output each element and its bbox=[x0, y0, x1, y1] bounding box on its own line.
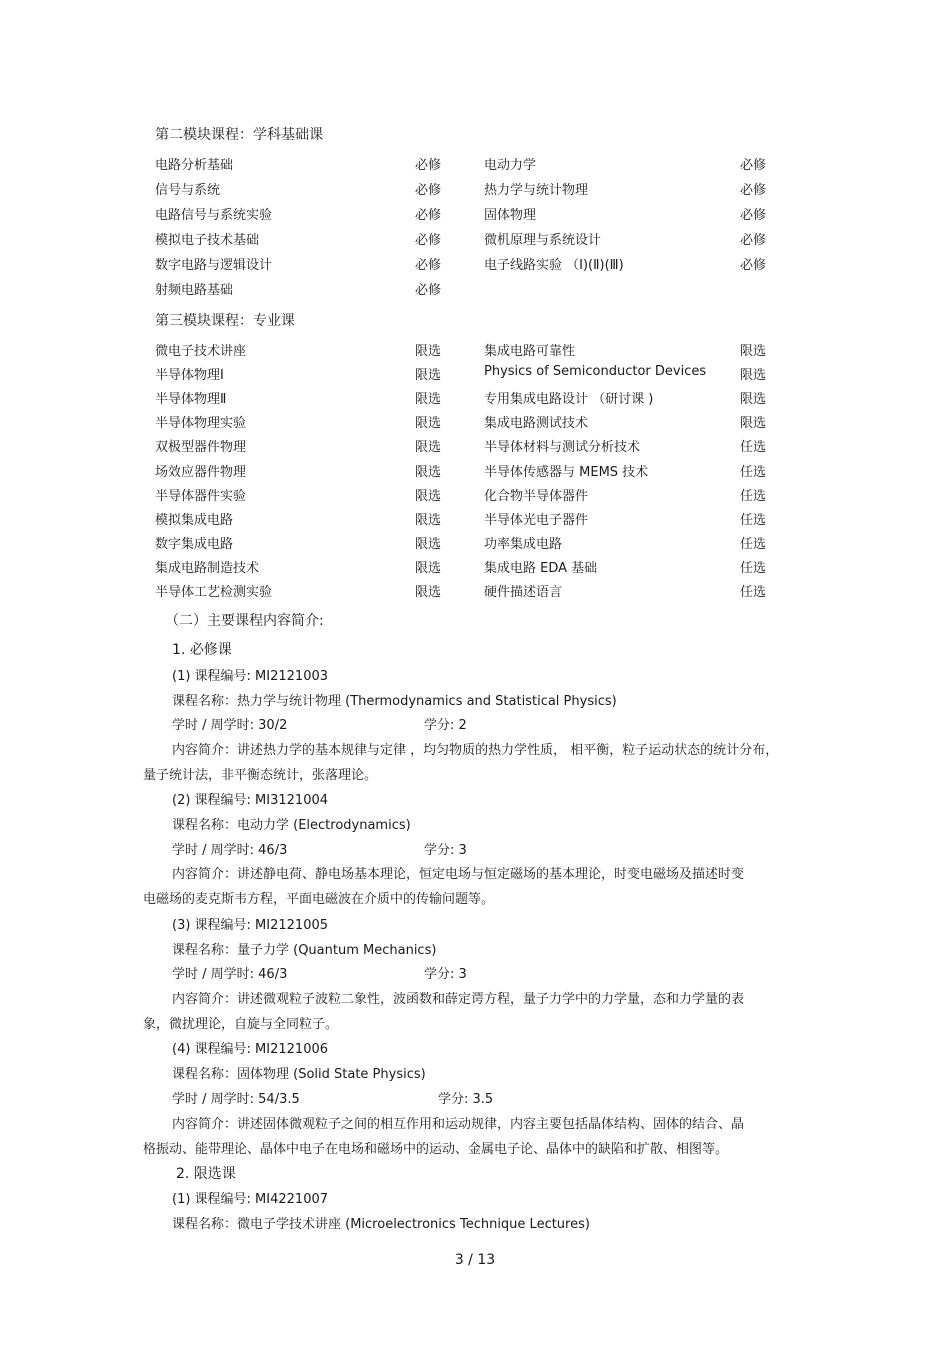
course-description-cont: 电磁场的麦克斯韦方程，平面电磁波在介质中的传输问题等。 bbox=[143, 892, 495, 907]
course-type: 必修 bbox=[740, 208, 767, 223]
course-name: 模拟集成电路 bbox=[155, 512, 234, 528]
course-name: 双极型器件物理 bbox=[155, 440, 247, 456]
course-row bbox=[0, 436, 950, 456]
course-name: 热力学与统计物理 bbox=[484, 183, 589, 198]
course-name: 半导体物理Ⅱ bbox=[155, 392, 227, 408]
course-row bbox=[0, 340, 950, 360]
course-name: 半导体材料与测试分析技术 bbox=[484, 440, 641, 456]
course-type: 必修 bbox=[415, 208, 442, 223]
course-name: 课程名称：量子力学 (Quantum Mechanics) bbox=[172, 943, 437, 958]
course-name: 化合物半导体器件 bbox=[484, 488, 589, 504]
course-description: 内容简介：讲述固体微观粒子之间的相互作用和运动规律，内容主要包括晶体结构、固体的结合、晶 bbox=[172, 1117, 745, 1132]
course-name: 半导体工艺检测实验 bbox=[155, 585, 273, 600]
course-name: 微机原理与系统设计 bbox=[484, 233, 602, 248]
course-description-cont: 格振动、能带理论、晶体中电子在电场和磁场中的运动、金属电子论、晶体中的缺陷和扩散、相图等。 bbox=[143, 1142, 729, 1157]
course-row bbox=[0, 412, 950, 432]
course-type: 必修 bbox=[415, 183, 442, 198]
course-code: (1) 课程编号: MI4221007 bbox=[172, 1192, 329, 1207]
course-type: 限选 bbox=[415, 344, 442, 359]
course-type: 限选 bbox=[740, 392, 767, 408]
module3-title: 第三模块课程：专业课 bbox=[155, 313, 295, 329]
course-row bbox=[0, 279, 950, 299]
course-hours: 学时 / 周学时: 30/2 bbox=[172, 718, 288, 733]
course-name: 电动力学 bbox=[484, 158, 537, 173]
course-name: 半导体器件实验 bbox=[155, 488, 247, 504]
course-name: 课程名称：固体物理 (Solid State Physics) bbox=[172, 1067, 426, 1082]
course-row bbox=[0, 509, 950, 529]
course-name: 射频电路基础 bbox=[155, 283, 234, 298]
course-name: 集成电路可靠性 bbox=[484, 344, 576, 359]
course-credit: 学分: 3 bbox=[424, 843, 467, 858]
course-name: 半导体物理实验 bbox=[155, 416, 247, 432]
course-description: 内容简介：讲述热力学的基本规律与定律 ，均匀物质的热力学性质， 相平衡，粒子运动状态的统计分布， bbox=[172, 743, 779, 758]
course-credit: 学分: 3.5 bbox=[438, 1092, 494, 1107]
course-name: 集成电路制造技术 bbox=[155, 560, 260, 576]
course-name: 硬件描述语言 bbox=[484, 585, 563, 600]
course-row bbox=[0, 388, 950, 408]
intro-heading: （二）主要课程内容简介: bbox=[165, 613, 324, 629]
course-type: 限选 bbox=[415, 536, 442, 552]
page-number: 3 / 13 bbox=[454, 1252, 496, 1268]
course-name: 场效应器件物理 bbox=[155, 464, 247, 480]
elective-heading: 2. 限选课 bbox=[176, 1166, 236, 1182]
course-hours: 学时 / 周学时: 46/3 bbox=[172, 967, 288, 982]
course-type: 任选 bbox=[740, 585, 767, 600]
course-name: 电路信号与系统实验 bbox=[155, 208, 273, 223]
course-description: 内容简介：讲述微观粒子波粒二象性，波函数和薛定谔方程，量子力学中的力学量，态和力学量的表 bbox=[172, 992, 745, 1007]
course-name: 数字集成电路 bbox=[155, 536, 234, 552]
course-hours: 学时 / 周学时: 54/3.5 bbox=[172, 1092, 300, 1107]
course-name: 课程名称：电动力学 (Electrodynamics) bbox=[172, 818, 411, 833]
course-name: 功率集成电路 bbox=[484, 536, 563, 552]
course-type: 任选 bbox=[740, 560, 767, 576]
course-credit: 学分: 2 bbox=[424, 718, 467, 733]
course-name: 电子线路实验 （Ⅰ)(Ⅱ)(Ⅲ) bbox=[484, 258, 624, 273]
course-code: (4) 课程编号: MI2121006 bbox=[172, 1042, 329, 1057]
course-type: 必修 bbox=[740, 183, 767, 198]
module2-title: 第二模块课程：学科基础课 bbox=[155, 127, 323, 143]
course-row bbox=[0, 229, 950, 249]
course-type: 限选 bbox=[415, 585, 442, 600]
course-row bbox=[0, 485, 950, 505]
course-type: 任选 bbox=[740, 464, 767, 480]
course-row bbox=[0, 533, 950, 553]
course-type: 限选 bbox=[415, 560, 442, 576]
course-type: 必修 bbox=[415, 258, 442, 273]
course-code: (2) 课程编号: MI3121004 bbox=[172, 793, 329, 808]
course-row bbox=[0, 254, 950, 274]
course-type: 任选 bbox=[740, 440, 767, 456]
course-description-cont: 象，微扰理论，自旋与全同粒子。 bbox=[143, 1017, 339, 1032]
course-row bbox=[0, 179, 950, 199]
course-name: 电路分析基础 bbox=[155, 158, 234, 173]
course-credit: 学分: 3 bbox=[424, 967, 467, 982]
course-description: 内容简介：讲述静电荷、静电场基本理论，恒定电场与恒定磁场的基本理论，时变电磁场及描述时变 bbox=[172, 867, 745, 882]
course-name: 半导体物理Ⅰ bbox=[155, 368, 224, 384]
course-name: Physics of Semiconductor Devices bbox=[484, 364, 707, 380]
course-type: 限选 bbox=[415, 416, 442, 432]
course-type: 限选 bbox=[415, 440, 442, 456]
course-code: (1) 课程编号: MI2121003 bbox=[172, 669, 329, 684]
required-heading: 1. 必修课 bbox=[172, 642, 232, 658]
course-name: 集成电路 EDA 基础 bbox=[484, 560, 598, 576]
course-type: 限选 bbox=[740, 344, 767, 359]
course-type: 必修 bbox=[740, 233, 767, 248]
course-type: 限选 bbox=[415, 488, 442, 504]
course-description-cont: 量子统计法，非平衡态统计，张落理论。 bbox=[143, 768, 378, 783]
course-type: 任选 bbox=[740, 536, 767, 552]
course-type: 必修 bbox=[740, 158, 767, 173]
course-type: 必修 bbox=[415, 283, 442, 298]
course-name: 数字电路与逻辑设计 bbox=[155, 258, 273, 273]
course-name: 微电子技术讲座 bbox=[155, 344, 247, 359]
course-type: 限选 bbox=[740, 368, 767, 384]
course-name: 信号与系统 bbox=[155, 183, 221, 198]
course-code: (3) 课程编号: MI2121005 bbox=[172, 918, 329, 933]
course-type: 限选 bbox=[415, 464, 442, 480]
course-row bbox=[0, 204, 950, 224]
course-type: 限选 bbox=[415, 368, 442, 384]
course-name: 模拟电子技术基础 bbox=[155, 233, 260, 248]
course-name: 专用集成电路设计 （研讨课 ) bbox=[484, 392, 654, 408]
course-row bbox=[0, 557, 950, 577]
course-type: 限选 bbox=[740, 416, 767, 432]
course-name: 课程名称：热力学与统计物理 (Thermodynamics and Statistical Physics) bbox=[172, 694, 617, 709]
course-name: 半导体光电子器件 bbox=[484, 512, 589, 528]
course-row bbox=[0, 461, 950, 481]
course-row bbox=[0, 154, 950, 174]
course-name: 集成电路测试技术 bbox=[484, 416, 589, 432]
course-hours: 学时 / 周学时: 46/3 bbox=[172, 843, 288, 858]
course-type: 必修 bbox=[415, 158, 442, 173]
course-type: 必修 bbox=[740, 258, 767, 273]
course-row bbox=[0, 581, 950, 601]
course-name: 固体物理 bbox=[484, 208, 537, 223]
course-type: 任选 bbox=[740, 488, 767, 504]
course-type: 限选 bbox=[415, 392, 442, 408]
course-name: 半导体传感器与 MEMS 技术 bbox=[484, 464, 649, 480]
course-type: 限选 bbox=[415, 512, 442, 528]
course-type: 任选 bbox=[740, 512, 767, 528]
course-type: 必修 bbox=[415, 233, 442, 248]
course-row bbox=[0, 364, 950, 384]
course-name: 课程名称：微电子学技术讲座 (Microelectronics Technique Lectures) bbox=[172, 1217, 590, 1232]
